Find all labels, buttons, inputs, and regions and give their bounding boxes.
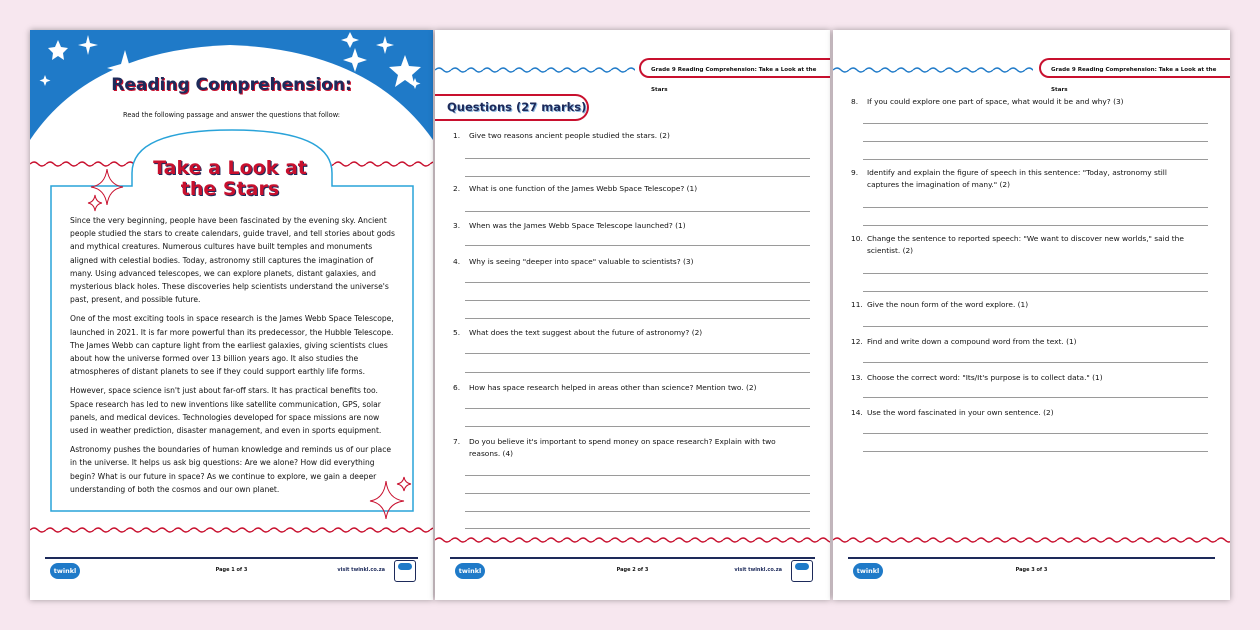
answer-line[interactable] [863,159,1208,160]
wavy-divider [30,526,433,534]
wavy-divider [435,536,830,544]
page-2 [435,30,830,600]
question-14: 14. Use the word fascinated in your own sentence. (2) [851,408,1054,417]
page-number: Page 3 of 3 [1015,567,1048,573]
question-9: 9. Identify and explain the figure of speech in this sentence: "Today, astronomy still captures the imagination of many." (2) [851,168,1167,189]
document-header-tab: Grade 9 Reading Comprehension: Take a Look at the Stars [1039,58,1230,78]
answer-line[interactable] [465,426,810,427]
quality-badge-icon [394,560,416,582]
footer-divider [450,557,815,559]
question-7: 7. Do you believe it's important to spend money on space research? Explain with two reasons. (4) [453,437,776,458]
question-11: 11. Give the noun form of the word explore. (1) [851,300,1029,309]
twinkl-logo: twinkl [455,563,485,579]
page-heading: Reading Comprehension: [111,75,352,95]
answer-line[interactable] [465,158,810,159]
wavy-divider [833,66,1033,74]
answer-line[interactable] [465,300,810,301]
answer-line[interactable] [465,211,810,212]
question-12: 12. Find and write down a compound word from the text. (1) [851,337,1077,346]
sparkle-icon [85,167,125,212]
question-5: 5. What does the text suggest about the future of astronomy? (2) [453,328,703,337]
answer-line[interactable] [465,372,810,373]
answer-line[interactable] [863,123,1208,124]
answer-line[interactable] [863,225,1208,226]
footer-divider [848,557,1215,559]
answer-line[interactable] [465,353,810,354]
answer-line[interactable] [465,245,810,246]
twinkl-logo: twinkl [50,563,80,579]
quality-badge-icon [791,560,813,582]
answer-line[interactable] [863,433,1208,434]
answer-line[interactable] [863,326,1208,327]
answer-line[interactable] [465,318,810,319]
twinkl-logo: twinkl [853,563,883,579]
answer-line[interactable] [465,511,810,512]
question-6: 6. How has space research helped in areas other than science? Mention two. (2) [453,383,757,392]
wavy-divider [833,536,1230,544]
passage-title: Take a Look at the Stars [153,157,307,200]
page-number: Page 2 of 3 [616,567,649,573]
wavy-divider [435,66,635,74]
question-8: 8. If you could explore one part of space, what would it be and why? (3) [851,97,1124,106]
answer-line[interactable] [863,451,1208,452]
answer-line[interactable] [465,493,810,494]
answer-line[interactable] [863,141,1208,142]
answer-line[interactable] [863,273,1208,274]
question-4: 4. Why is seeing "deeper into space" valuable to scientists? (3) [453,257,694,266]
question-2: 2. What is one function of the James Webb Space Telescope? (1) [453,184,698,193]
answer-line[interactable] [465,282,810,283]
question-1: 1. Give two reasons ancient people studied the stars. (2) [453,131,670,140]
questions-heading: Questions (27 marks) [447,100,587,114]
question-3: 3. When was the James Webb Space Telescope launched? (1) [453,221,686,230]
passage-body: Since the very beginning, people have been fascinated by the evening sky. Ancient people studied the stars to create calendars, guide travel, and tell stories about gods and mythical creatures. Numerous cultures have built temples and monuments aligned with celestial bodies. Today, astronomy still captures the imagination of many. Using advanced telescopes, we can explore planets, distant galaxies, and mysterious black holes. These discoveries help scientists understand the universe's past, present, and possible future. One of the most exciting tools in space research is the James Webb Space Telescope, launched in 2021. It is far more powerful than its predecessor, the Hubble Telescope. The James Webb can capture light from the earliest galaxies, giving scientists clues about how the universe formed over 13 billion years ago. It also studies the atmospheres of distant planets to see if they could support earthly life forms. However, space science isn't just about far-off stars. It has practical benefits too. Space research has led to new inventions like satellite communication, GPS, solar panels, and medical devices. Technologies developed for space missions are now used in weather prediction, disaster management, and even in sports equipment. Astronomy pushes the boundaries of human knowledge and reminds us of our place in the universe. It helps us ask big questions: Are we alone? How did everything begin? What is our future in space? As we continue to explore, we gain a deeper understanding of both the cosmos and our own planet. [70,216,395,494]
questions-heading-pill [435,94,589,121]
instruction-text: Read the following passage and answer the questions that follow: [123,111,340,119]
answer-line[interactable] [465,176,810,177]
website-link[interactable]: visit twinkl.co.za [734,567,782,573]
website-link[interactable]: visit twinkl.co.za [337,567,385,573]
answer-line[interactable] [465,528,810,529]
footer-divider [45,557,418,559]
question-10: 10. Change the sentence to reported speech: "We want to discover new worlds," said the scientist. (2) [851,234,1184,255]
page-1 [30,30,433,600]
answer-line[interactable] [863,397,1208,398]
answer-line[interactable] [465,408,810,409]
answer-line[interactable] [863,207,1208,208]
page-number: Page 1 of 3 [215,567,248,573]
question-13: 13. Choose the correct word: "Its/It's purpose is to collect data." (1) [851,373,1103,382]
answer-line[interactable] [863,362,1208,363]
answer-line[interactable] [465,475,810,476]
answer-line[interactable] [863,291,1208,292]
document-header-tab: Grade 9 Reading Comprehension: Take a Look at the Stars [639,58,830,78]
page-3 [833,30,1230,600]
sparkle-icon [368,475,413,520]
